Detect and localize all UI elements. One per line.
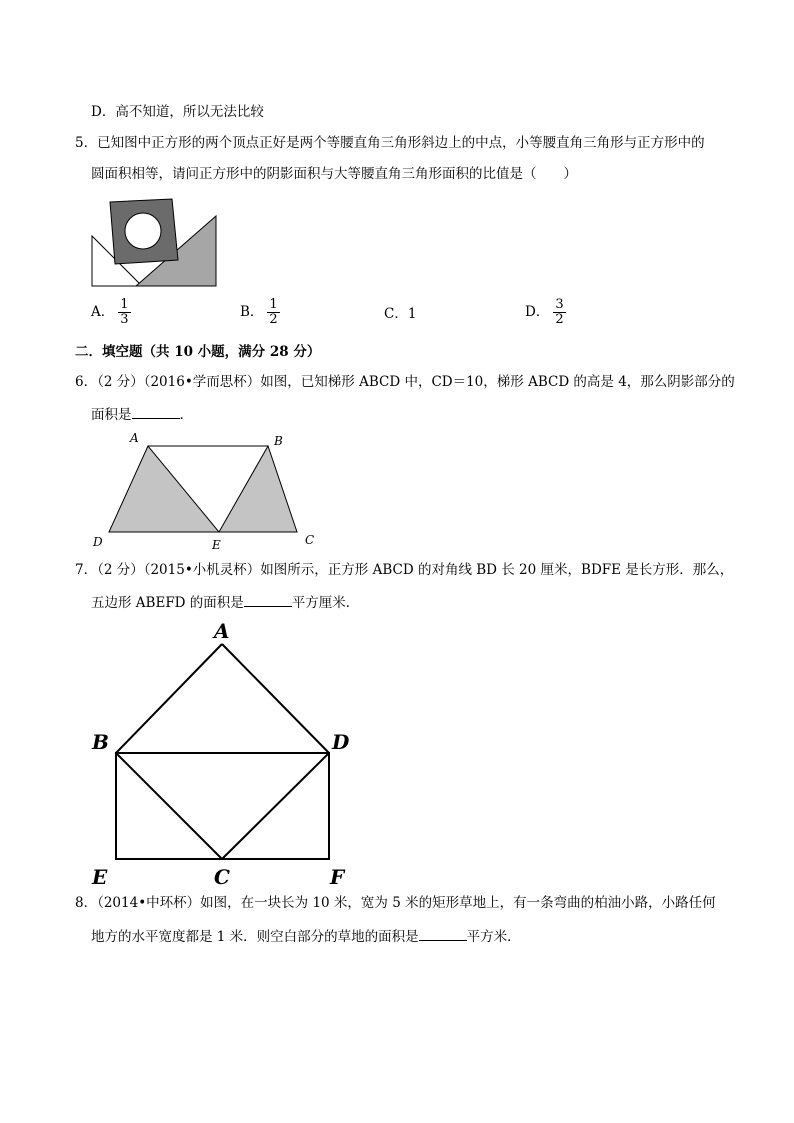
q7-text-line2 — [91, 592, 359, 612]
q5-option-d-label: D． — [525, 304, 550, 320]
q5-option-a-denominator: 3 — [120, 312, 129, 327]
section-heading: 二．填空题（共 10 小题，满分 28 分） — [75, 344, 321, 360]
q6-text-post: ． — [179, 407, 193, 423]
q5-option-a-fraction — [118, 298, 130, 327]
q6-trapezoid-figure — [88, 428, 328, 553]
q6-text-line2 — [91, 404, 193, 424]
q6-label-e: E — [212, 538, 221, 552]
q7-edge-bc — [116, 753, 222, 859]
q5-option-d — [525, 298, 566, 327]
q6-label-c: C — [305, 533, 315, 547]
q5-option-a — [91, 298, 131, 327]
q5-option-c-label: C．1 — [384, 306, 417, 322]
q7-text-post: 平方厘米． — [291, 595, 360, 611]
q5-option-d-numerator: 3 — [555, 297, 564, 312]
q5-option-d-denominator: 2 — [555, 312, 564, 327]
q7-label-c: C — [214, 865, 230, 889]
q6-label-b: B — [274, 434, 283, 448]
q5-option-a-numerator: 1 — [120, 297, 129, 312]
q8-text-line1: 8．（2014•中环杯）如图，在一块长为 10 米，宽为 5 米的矩形草地上，有一条弯曲的柏油小路，小路任何 — [75, 895, 716, 911]
q7-edge-dc — [222, 753, 329, 859]
q8-answer-blank[interactable] — [419, 926, 467, 941]
q6-label-a: A — [130, 431, 139, 445]
q6-text-pre: 面积是 — [91, 407, 132, 423]
q7-label-f: F — [330, 865, 345, 889]
q5-option-b — [240, 298, 280, 327]
q8-text-line2 — [91, 926, 521, 946]
q5-option-b-denominator: 2 — [269, 312, 278, 327]
q5-option-b-label: B． — [240, 304, 264, 320]
q8-text-post: 平方米． — [466, 929, 521, 945]
q7-label-a: A — [214, 619, 230, 643]
q6-shaded-right-triangle — [219, 446, 297, 532]
q8-text-pre: 地方的水平宽度都是 1 米．则空白部分的草地的面积是 — [91, 929, 419, 945]
q7-rectangle-bdfe — [116, 753, 329, 859]
q7-label-d: D — [332, 730, 350, 754]
q7-pentagon-figure — [85, 616, 365, 891]
q5-option-b-fraction — [267, 298, 279, 327]
q6-shaded-left-triangle — [109, 446, 219, 532]
q6-answer-blank[interactable] — [132, 404, 180, 419]
q5-figure — [90, 196, 220, 288]
q5-option-d-fraction — [553, 298, 565, 327]
q6-text-line1: 6．（2 分）（2016•学而思杯）如图，已知梯形 ABCD 中，CD＝10，梯形 ABCD 的高是 4，那么阴影部分的 — [75, 374, 735, 390]
q7-label-e: E — [92, 865, 108, 889]
q5-option-a-label: A． — [91, 304, 115, 320]
q5-option-b-numerator: 1 — [269, 297, 278, 312]
q7-text-line1: 7．（2 分）（2015•小机灵杯）如图所示，正方形 ABCD 的对角线 BD 长 20 厘米，BDFE 是长方形．那么， — [75, 562, 734, 578]
q7-label-b: B — [92, 730, 109, 754]
q5-circle — [125, 213, 161, 249]
q4-option-d: D．高不知道，所以无法比较 — [91, 104, 264, 120]
q7-edge-ab — [116, 644, 222, 753]
q5-text-line2: 圆面积相等，请问正方形中的阴影面积与大等腰直角三角形面积的比值是（ ） — [91, 166, 577, 182]
q7-answer-blank[interactable] — [244, 592, 292, 607]
q5-text-line1: 5．已知图中正方形的两个顶点正好是两个等腰直角三角形斜边上的中点，小等腰直角三角形与正方形中的 — [75, 135, 705, 151]
q7-text-pre: 五边形 ABEFD 的面积是 — [91, 595, 244, 611]
q6-label-d: D — [93, 535, 103, 549]
q7-edge-ad — [222, 644, 329, 753]
q5-option-c — [384, 305, 416, 323]
